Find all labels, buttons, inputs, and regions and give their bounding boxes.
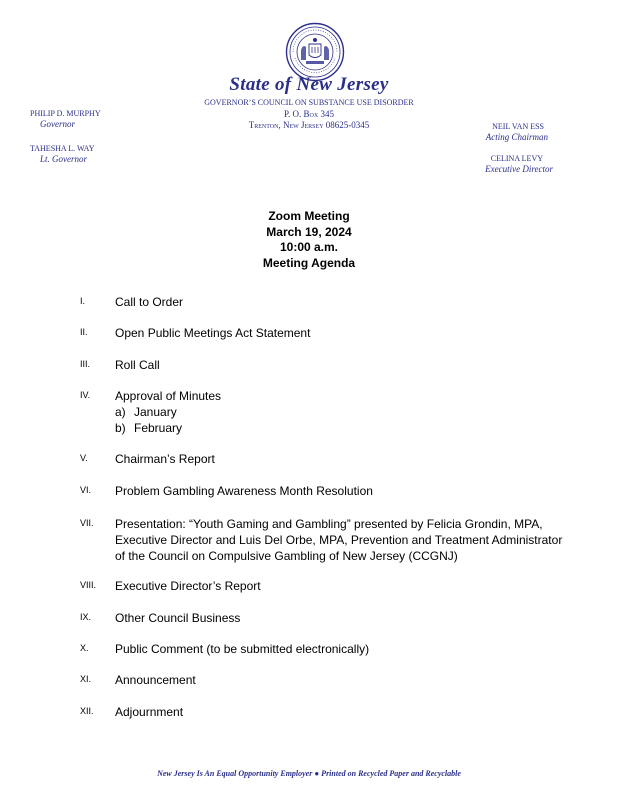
agenda-item-number: VII. — [80, 518, 94, 528]
sub-item-text: January — [134, 405, 177, 419]
governor-title: Governor — [40, 119, 75, 129]
sub-item-text: February — [134, 421, 183, 435]
state-title: State of New Jersey — [229, 74, 389, 95]
executive-director-block — [485, 154, 553, 174]
sub-item-letter: a) — [115, 405, 126, 419]
agenda-item-text: Adjournment — [115, 705, 184, 719]
meeting-date: March 19, 2024 — [266, 224, 352, 239]
governor-name: PHILIP D. MURPHY — [30, 109, 101, 118]
acting-chairman-block — [486, 122, 548, 142]
agenda-item-number: XI. — [80, 674, 92, 684]
po-box: P. O. Box 345 — [284, 109, 334, 119]
agenda-item-text: Other Council Business — [115, 611, 241, 625]
agenda-item-text-block — [115, 388, 575, 436]
agenda-item-number: V. — [80, 453, 88, 463]
executive-director-title: Executive Director — [485, 164, 553, 174]
agenda-item-number: III. — [80, 359, 91, 369]
agenda-item-number: IV. — [80, 390, 91, 400]
agenda-item-text: Presentation: “Youth Gaming and Gambling” presented by Felicia Grondin, MPA, Executive Director and Luis Del Orbe, MPA, Prevention and Treatment Administrator of the Council on Compulsive Gambling of New Jersey (CCGNJ) — [115, 517, 563, 563]
lt-governor-block — [30, 144, 94, 164]
meeting-type: Zoom Meeting — [268, 209, 350, 223]
footer-note: New Jersey Is An Equal Opportunity Employer ● Printed on Recycled Paper and Recyclable — [157, 769, 461, 778]
sub-item-letter: b) — [115, 421, 126, 435]
agenda-item-number: VIII. — [80, 580, 97, 590]
agenda-item-number: XII. — [80, 706, 94, 716]
state-seal-icon — [285, 22, 345, 82]
meeting-title: Meeting Agenda — [262, 255, 356, 270]
acting-chairman-title: Acting Chairman — [485, 132, 548, 142]
agenda-item-number: II. — [80, 327, 88, 337]
agenda-item-text: Problem Gambling Awareness Month Resolution — [115, 484, 373, 498]
meeting-time: 10:00 a.m. — [279, 240, 339, 254]
agenda-item-number: VI. — [80, 485, 92, 495]
meeting-heading — [0, 209, 618, 271]
agenda-item-number: I. — [80, 296, 86, 306]
agenda-item-text: Roll Call — [115, 358, 160, 372]
agenda-item-text: Call to Order — [115, 295, 184, 309]
agenda-item-number: IX. — [80, 612, 92, 622]
agenda-sub-item — [115, 404, 575, 420]
executive-director-name: CELINA LEVY — [490, 154, 543, 163]
agenda-item-text: Announcement — [115, 673, 196, 687]
agenda-item-number: X. — [80, 643, 89, 653]
city-address: Trenton, New Jersey 08625-0345 — [248, 120, 370, 130]
council-name: GOVERNOR’S COUNCIL ON SUBSTANCE USE DISORDER — [204, 98, 414, 107]
agenda-item-text: Open Public Meetings Act Statement — [115, 326, 311, 340]
lt-governor-name: TAHESHA L. WAY — [30, 144, 95, 153]
governor-block — [30, 109, 101, 129]
agenda-item-text: Executive Director’s Report — [115, 579, 261, 593]
agenda-sub-item — [115, 420, 575, 436]
acting-chairman-name: NEIL VAN ESS — [492, 122, 544, 131]
agenda-item-text: Approval of Minutes — [115, 389, 222, 403]
lt-governor-title: Lt. Governor — [40, 154, 87, 164]
agenda-item-text: Chairman’s Report — [115, 452, 215, 466]
agenda-item-text: Public Comment (to be submitted electronically) — [115, 642, 370, 656]
